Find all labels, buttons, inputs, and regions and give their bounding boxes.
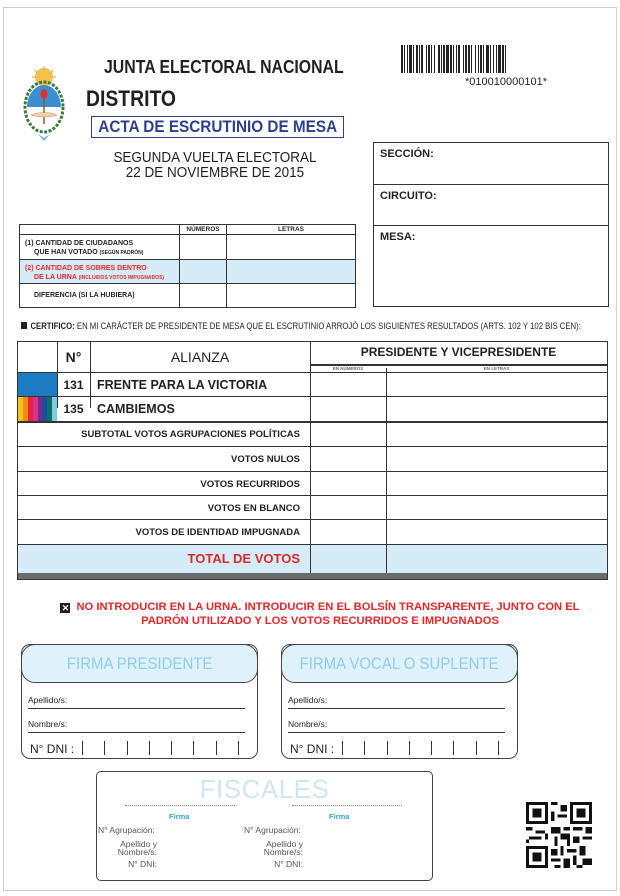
president-dni-field[interactable] <box>82 741 239 755</box>
alliance-column-header: ALIANZA <box>170 349 230 365</box>
results-table <box>17 341 608 580</box>
counts-row-label <box>20 235 180 260</box>
subtotal-letters-input[interactable] <box>387 422 607 446</box>
difference-letters-input[interactable] <box>227 284 355 307</box>
argentina-coat-of-arms-icon <box>22 66 66 144</box>
party-131-numbers-input[interactable] <box>311 373 386 396</box>
counts-row-1-line2: QUE HAN VOTADO (SEGÚN PADRÓN) <box>34 249 144 256</box>
null-votes-letters-input[interactable] <box>387 447 607 471</box>
party-number: 131 <box>63 377 84 392</box>
president-dni-label: N° DNI : <box>30 742 75 756</box>
barcode-number: *010010000101* <box>465 76 547 88</box>
counts-header-numeros: NÚMEROS <box>180 225 227 235</box>
barcode-icon <box>401 45 611 73</box>
fiscal-1-firma-label: Firma <box>169 812 190 821</box>
party-color-swatch <box>18 373 57 396</box>
president-surname-field[interactable]: Apellido/s: <box>28 695 245 709</box>
fiscal-2-signature-line[interactable] <box>292 805 402 806</box>
subtotal-label: SUBTOTAL VOTOS AGRUPACIONES POLÍTICAS <box>81 429 300 440</box>
challenged-identity-votes-label: VOTOS DE IDENTIDAD IMPUGNADA <box>135 527 300 538</box>
counts-row-2-line2: DE LA URNA (INCLUIDOS VOTOS IMPUGNADOS) <box>34 274 165 281</box>
vocal-dni-field[interactable] <box>342 741 499 755</box>
warning-line-1: ✕ NO INTRODUCIR EN LA URNA. INTRODUCIR EN EL BOLSÍN TRANSPARENTE, JUNTO CON EL <box>61 601 580 613</box>
seccion-field[interactable] <box>374 143 608 185</box>
fiscal-2-dni-label: N° DNI: <box>274 859 303 869</box>
vocal-dni-label: N° DNI : <box>290 742 335 756</box>
counts-row-label <box>20 284 180 307</box>
warning-line-2: PADRÓN UTILIZADO Y LOS VOTOS RECURRIDOS E IMPUGNADOS <box>141 615 499 627</box>
difference-numbers-input[interactable] <box>180 284 227 307</box>
election-name: SEGUNDA VUELTA ELECTORAL <box>113 150 317 166</box>
party-135-numbers-input[interactable] <box>311 397 386 421</box>
president-signature-box[interactable] <box>21 644 258 759</box>
certifico-text: EN MI CARÁCTER DE PRESIDENTE DE MESA QUE EL ESCRUTINIO ARROJÓ LOS SIGUIENTES RESULTADOS (ARTS. 102 Y 102 BIS CEN): <box>74 321 581 331</box>
contested-votes-label: VOTOS RECURRIDOS <box>200 479 300 490</box>
category-column-header: PRESIDENTE Y VICEPRESIDENTE <box>360 345 557 359</box>
total-numbers-input[interactable] <box>311 545 386 573</box>
party-name: CAMBIEMOS <box>97 402 175 416</box>
contested-votes-numbers-input[interactable] <box>311 472 386 495</box>
counts-header-letras: LETRAS <box>227 225 355 235</box>
number-column-header: N° <box>65 349 82 365</box>
vocal-name-field[interactable]: Nombre/s: <box>288 719 505 733</box>
mesa-label: MESA: <box>380 231 416 243</box>
citizens-voted-numbers-input[interactable] <box>180 235 227 260</box>
vocal-surname-field[interactable]: Apellido/s: <box>288 695 505 709</box>
fiscal-2-firma-label: Firma <box>329 812 350 821</box>
document-title-box <box>91 116 344 138</box>
square-bullet-icon <box>21 322 27 329</box>
letters-subheader: EN LETRAS <box>483 366 510 371</box>
total-votes-label: TOTAL DE VOTOS <box>187 551 300 566</box>
mesa-field[interactable] <box>374 226 608 306</box>
challenged-letters-input[interactable] <box>387 520 607 544</box>
blank-votes-numbers-input[interactable] <box>311 496 386 519</box>
fiscal-1-name-label: Apellido y Nombre/s: <box>117 839 157 857</box>
institution-title: JUNTA ELECTORAL NACIONAL <box>104 57 344 77</box>
circuito-label: CIRCUITO: <box>380 190 437 202</box>
fiscales-box <box>96 771 433 881</box>
blank-votes-label: VOTOS EN BLANCO <box>207 503 300 514</box>
document-title: ACTA DE ESCRUTINIO DE MESA <box>98 117 337 136</box>
party-name: FRENTE PARA LA VICTORIA <box>97 377 268 392</box>
voter-counts-table <box>19 224 356 308</box>
qr-code-icon <box>526 802 592 868</box>
counts-row-3-label: DIFERENCIA (SI LA HUBIERA) <box>34 292 135 299</box>
total-letters-input[interactable] <box>387 545 607 573</box>
fiscal-1-agrupacion-label: N° Agrupación: <box>98 825 155 835</box>
circuito-field[interactable] <box>374 185 608 226</box>
counts-row-label <box>20 260 180 284</box>
fiscal-1-signature-line[interactable] <box>125 805 235 806</box>
party-131-letters-input[interactable] <box>387 373 607 396</box>
fiscal-2-agrupacion-label: N° Agrupación: <box>244 825 301 835</box>
president-signature-area[interactable] <box>21 644 258 683</box>
vocal-signature-area[interactable] <box>281 644 518 683</box>
fiscal-1-dni-label: N° DNI: <box>128 859 157 869</box>
contested-votes-letters-input[interactable] <box>387 472 607 495</box>
certification-statement <box>21 321 581 331</box>
x-box-icon: ✕ <box>61 603 70 613</box>
table-footer-bar <box>18 573 607 579</box>
blank-votes-letters-input[interactable] <box>387 496 607 519</box>
envelopes-letters-input[interactable] <box>227 260 355 284</box>
fiscal-2-name-label: Apellido y Nombre/s: <box>263 839 303 857</box>
numbers-subheader: EN NÚMEROS <box>332 366 364 371</box>
party-135-letters-input[interactable] <box>387 397 607 421</box>
president-signature-title: FIRMA PRESIDENTE <box>66 653 213 673</box>
vocal-signature-box[interactable] <box>281 644 518 759</box>
null-votes-numbers-input[interactable] <box>311 447 386 471</box>
party-number: 135 <box>63 402 84 416</box>
party-color-swatch <box>18 397 57 421</box>
fiscales-title: FISCALES <box>199 774 330 804</box>
seccion-label: SECCIÓN: <box>380 148 434 160</box>
subtotal-numbers-input[interactable] <box>311 422 386 446</box>
citizens-voted-letters-input[interactable] <box>227 235 355 260</box>
null-votes-label: VOTOS NULOS <box>231 454 300 465</box>
challenged-numbers-input[interactable] <box>311 520 386 544</box>
election-date: 22 DE NOVIEMBRE DE 2015 <box>125 165 305 181</box>
counts-row-2-line1: (2) CANTIDAD DE SOBRES DENTRO <box>25 265 147 272</box>
location-box <box>373 142 609 307</box>
election-info <box>108 151 322 181</box>
envelopes-numbers-input[interactable] <box>180 260 227 284</box>
district-label: DISTRITO <box>86 86 176 111</box>
president-name-field[interactable]: Nombre/s: <box>28 719 245 733</box>
certifico-label: CERTIFICO: <box>30 321 75 331</box>
counts-row-1-line1: (1) CANTIDAD DE CIUDADANOS <box>25 240 134 247</box>
counts-header-blank <box>20 225 180 235</box>
vocal-signature-title: FIRMA VOCAL O SUPLENTE <box>300 653 499 673</box>
warning-notice <box>40 600 600 628</box>
